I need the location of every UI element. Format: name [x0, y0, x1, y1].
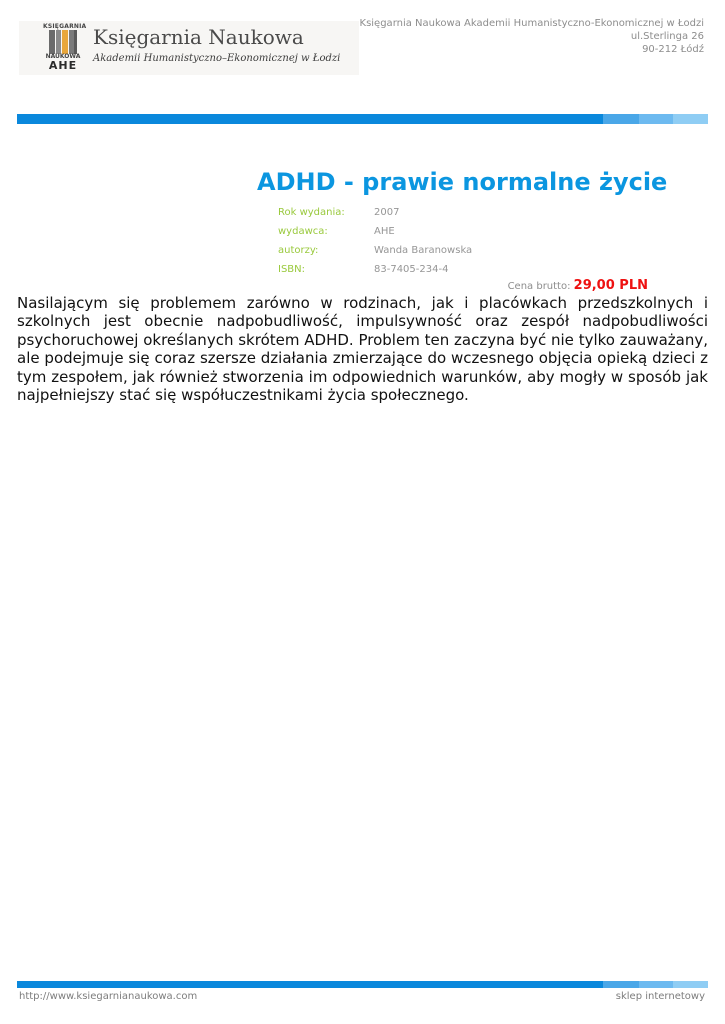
address-line-street: ul.Sterlinga 26	[630, 31, 704, 42]
price-value: 29,00 PLN	[573, 278, 648, 293]
logo-mark	[43, 23, 87, 73]
logo-mark-bottom-text: AHE	[48, 59, 78, 72]
detail-label: autorzy:	[278, 245, 319, 256]
product-title: ADHD - prawie normalne życie	[257, 168, 668, 196]
detail-row-authors	[278, 244, 578, 263]
address-line-name: Księgarnia Naukowa Akademii Humanistyczno-Ekonomicznej w Łodzi	[359, 18, 704, 29]
detail-label: Rok wydania:	[278, 207, 345, 218]
store-logo	[19, 21, 359, 75]
detail-value: Wanda Baranowska	[374, 245, 473, 256]
footer-divider-bar	[17, 981, 708, 988]
detail-value: 83-7405-234-4	[374, 264, 449, 275]
logo-subtitle: Akademii Humanistyczno–Ekonomicznej w Łodzi	[93, 53, 341, 64]
footer-shop-label: sklep internetowy	[615, 991, 705, 1002]
product-price	[508, 278, 648, 293]
address-line-city: 90-212 Łódź	[642, 44, 704, 55]
detail-row-publisher	[278, 225, 578, 244]
logo-title: Księgarnia Naukowa	[93, 25, 304, 49]
detail-label: wydawca:	[278, 226, 328, 237]
footer-website-link[interactable]: http://www.ksiegarnianaukowa.com	[19, 991, 198, 1002]
detail-value: 2007	[374, 207, 400, 218]
detail-label: ISBN:	[278, 264, 306, 275]
store-address	[360, 17, 704, 56]
price-label: Cena brutto:	[507, 281, 571, 292]
header-divider-bar	[17, 114, 708, 124]
product-description: Nasilającym się problemem zarówno w rodzinach, jak i placówkach przedszkolnych i szkolnych jest obecnie nadpobudliwość, impulsywność oraz zespół nadpobudliwości psychoruchowej określanych skrótem ADHD. Problem ten zaczyna być nie tylko zauważany, ale podejmuje się coraz szersze działania zmierzające do wczesnego objęcia opieką dzieci z tym zespołem, jak również stworzenia im odpowiednich warunków, aby mogły w sposób jak najpełniejszy stać się współuczestnikami życia społecznego.	[17, 294, 708, 405]
product-details	[278, 206, 578, 282]
logo-mark-top-text: KSIĘGARNIA	[43, 23, 87, 30]
logo-mark-mid-text: NAUKOWA	[45, 53, 81, 60]
detail-value: AHE	[374, 226, 395, 237]
detail-row-year	[278, 206, 578, 225]
book-stack-icon	[47, 30, 79, 54]
